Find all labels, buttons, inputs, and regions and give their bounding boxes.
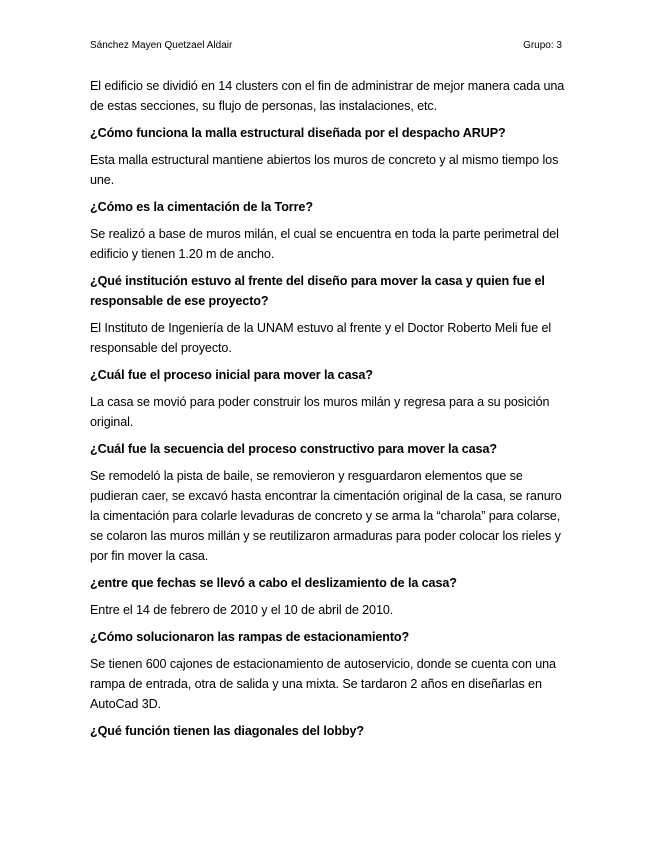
answer-paragraph: La casa se movió para poder construir los muros milán y regresa para a su posición original. [90, 395, 550, 429]
question-heading: ¿entre que fechas se llevó a cabo el deslizamiento de la casa? [90, 576, 457, 590]
question-heading: ¿Cuál fue la secuencia del proceso constructivo para mover la casa? [90, 442, 497, 456]
question-heading: ¿Qué función tienen las diagonales del lobby? [90, 724, 364, 738]
answer-paragraph: El Instituto de Ingeniería de la UNAM estuvo al frente y el Doctor Roberto Meli fue el responsable del proyecto. [90, 321, 552, 355]
question-heading: ¿Cuál fue el proceso inicial para mover la casa? [90, 368, 373, 382]
answer-paragraph: El edificio se dividió en 14 clusters con el fin de administrar de mejor manera cada una de estas secciones, su flujo de personas, las instalaciones, etc. [90, 79, 565, 113]
group-number: Grupo: 3 [523, 40, 562, 51]
answer-paragraph: Esta malla estructural mantiene abiertos los muros de concreto y al mismo tiempo los une. [90, 153, 559, 187]
question-heading: ¿Cómo es la cimentación de la Torre? [90, 200, 313, 214]
answer-paragraph: Se remodeló la pista de baile, se removieron y resguardaron elementos que se pudieran caer, se excavó hasta encontrar la cimentación original de la casa, se ranuro la cimentación para colarle levaduras de concreto y se arma la “charola” para colarse, se colaron las muros millán y se reutilizaron armaduras para poder colocar los rieles y por fin mover la casa. [90, 469, 562, 563]
question-heading: ¿Cómo solucionaron las rampas de estacionamiento? [90, 630, 410, 644]
author-name: Sánchez Mayen Quetzael Aldair [90, 40, 233, 51]
answer-paragraph: Se tienen 600 cajones de estacionamiento de autoservicio, donde se cuenta con una rampa de entrada, otra de salida y una mixta. Se tardaron 2 años en diseñarlas en AutoCad 3D. [90, 657, 556, 711]
question-heading: ¿Cómo funciona la malla estructural diseñada por el despacho ARUP? [90, 126, 506, 140]
question-heading: ¿Qué institución estuvo al frente del diseño para mover la casa y quien fue el responsable de ese proyecto? [90, 274, 545, 308]
answer-paragraph: Entre el 14 de febrero de 2010 y el 10 de abril de 2010. [90, 603, 394, 617]
document-body [90, 76, 566, 748]
page-header [90, 40, 562, 52]
answer-paragraph: Se realizó a base de muros milán, el cual se encuentra en toda la parte perimetral del edificio y tienen 1.20 m de ancho. [90, 227, 559, 261]
